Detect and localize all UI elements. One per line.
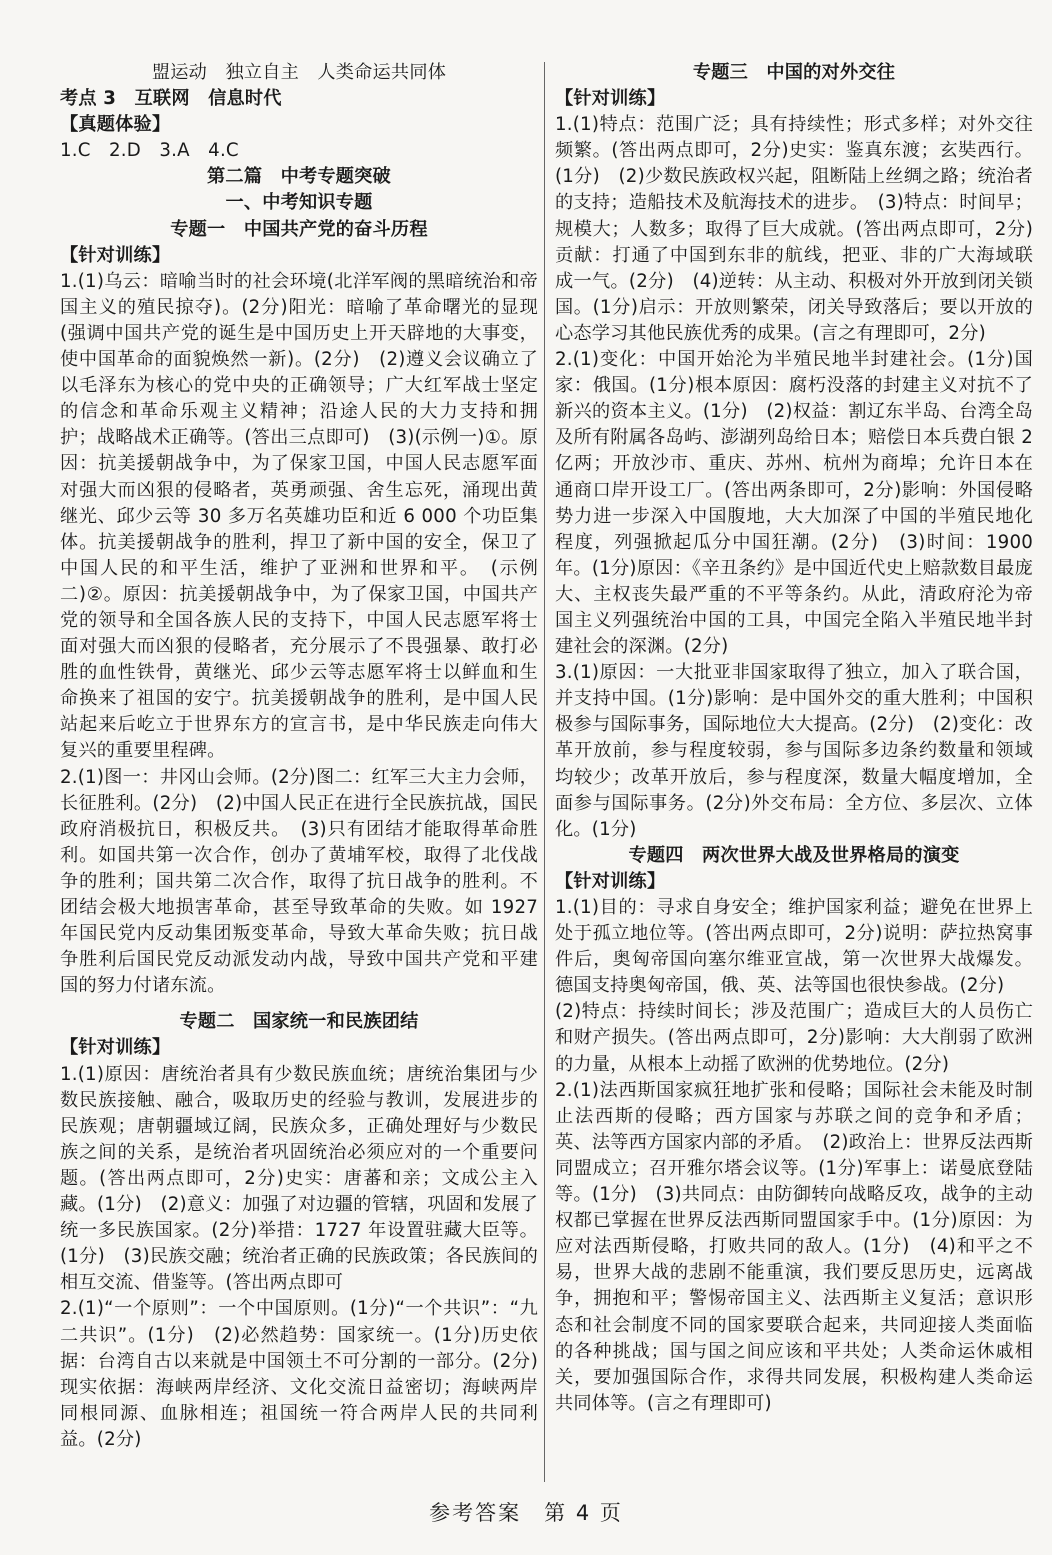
- answer-paragraph: 2.(1)变化：中国开始沦为半殖民地半封建社会。(1分)国家：俄国。(1分)根本原因：腐朽没落的封建主义对抗不了新兴的资本主义。(1分) (2)权益：割辽东半岛、台湾全岛及所有附属各岛屿、澎湖列岛给日本；赔偿日本兵费白银 2 亿两；开放沙市、重庆、苏州、杭州为商埠；允许日本在通商口岸开设工厂。(答出两条即可，2分)影响：外国侵略势力进一步深入中国腹地，大大加深了中国的半殖民地化程度，列强掀起瓜分中国狂潮。(2分) (3)时间：1900 年。(1分)原因：《辛丑条约》是中国近代史上赔款数目最庞大、主权丧失最严重的不平等条约。从此，清政府沦为帝国主义列强统治中国的工具，中国完全陷入半殖民地半封建社会的深渊。(2分): [555, 349, 1033, 658]
- section-label: 【真题体验】: [60, 114, 171, 136]
- heading: 一、中考知识专题: [225, 192, 373, 214]
- answer-paragraph: 3.(1)原因：一大批亚非国家取得了独立，加入了联合国，并支持中国。(1分)影响：是中国外交的重大胜利；中国积极参与国际事务，国际地位大大提高。(2分) (2)变化：改革开放前，参与程度较弱，参与国际多边条约数量和领域均较少；改革开放后，参与程度深，数量大幅度增加，全面参与国际事务。(2分)外交布局：全方位、多层次、立体化。(1分): [555, 662, 1033, 840]
- answer-paragraph: 考点 3 互联网 信息时代: [60, 88, 282, 110]
- answer-paragraph: 1.(1)目的：寻求自身安全；维护国家利益；避免在世界上处于孤立地位等。(答出两点即可，2分)说明：萨拉热窝事件后，奥匈帝国向塞尔维亚宣战，第一次世界大战爆发。德国支持奥匈帝国，俄、英、法等国也很快参战。(2分): [555, 897, 1033, 997]
- column-divider: [544, 62, 545, 1482]
- heading: 第二篇 中考专题突破: [207, 166, 391, 188]
- answer-paragraph: 1.(1)原因：唐统治者具有少数民族血统；唐统治集团与少数民族接触、融合，吸取历史的经验与教训，发展进步的民族观；唐朝疆域辽阔，民族众多，正确处理好与少数民族之间的关系，是统治者巩固统治必须应对的一个重要问题。(答出两点即可，2分)史实：唐蕃和亲；文成公主入藏。(1分) (2)意义：加强了对边疆的管辖，巩固和发展了统一多民族国家。(2分)举措：1727 年设置驻藏大臣等。(1分) (3)民族交融；统治者正确的民族政策；各民族间的相互交流、借鉴等。(答出两点即可: [60, 1063, 538, 1294]
- heading: 专题四 两次世界大战及世界格局的演变: [628, 844, 960, 866]
- heading: 专题二 国家统一和民族团结: [179, 1011, 419, 1033]
- right-column: [555, 60, 1033, 1417]
- answer-paragraph: (2)特点：持续时间长；涉及范围广；造成巨大的人员伤亡和财产损失。(答出两点即可，2分)影响：大大削弱了欧洲的力量，从根本上动摇了欧洲的优势地位。(2分): [555, 1001, 1033, 1075]
- page-footer: 参考答案 第 4 页: [429, 1501, 623, 1525]
- heading: 盟运动 独立自主 人类命运共同体: [151, 62, 447, 83]
- answer-paragraph: 2.(1)图一：井冈山会师。(2分)图二：红军三大主力会师，长征胜利。(2分) (2)中国人民正在进行全民族抗战，国民政府消极抗日，积极反共。 (3)只有团结才能取得革命胜利。如国共第一次合作，创办了黄埔军校，取得了北伐战争的胜利；国共第二次合作，取得了抗日战争的胜利。不团结会极大地损害革命，甚至导致革命的失败。如 1927 年国民党内反动集团叛变革命，导致大革命失败；抗日战争胜利后国民党反动派发动内战，导致中国共产党和平建国的努力付诸东流。: [60, 766, 538, 997]
- answer-paragraph: 1.C 2.D 3.A 4.C: [60, 140, 239, 162]
- heading: 专题三 中国的对外交往: [692, 62, 896, 83]
- answer-paragraph: 2.(1)法西斯国家疯狂地扩张和侵略；国际社会未能及时制止法西斯的侵略；西方国家与苏联之间的竞争和矛盾；英、法等西方国家内部的矛盾。 (2)政治上：世界反法西斯同盟成立；召开雅尔塔会议等。(1分)军事上：诺曼底登陆等。(1分) (3)共同点：由防御转向战略反攻，战争的主动权都已掌握在世界反法西斯同盟国家手中。(1分)原因：为应对法西斯侵略，打败共同的敌人。(1分) (4)和平之不易，世界大战的悲剧不能重演，我们要反思历史，远离战争，拥抱和平；警惕帝国主义、法西斯主义复活；意识形态和社会制度不同的国家要联合起来，共同迎接人类面临的各种挑战；国与国之间应该和平共处；人类命运休戚相关，要加强国际合作，求得共同发展，积极构建人类命运共同体等。(言之有理即可): [555, 1079, 1033, 1414]
- answer-paragraph: 1.(1)特点：范围广泛；具有持续性；形式多样；对外交往频繁。(答出两点即可，2分)史实：鉴真东渡；玄奘西行。(1分) (2)少数民族政权兴起，阻断陆上丝绸之路；统治者的支持；造船技术及航海技术的进步。 (3)特点：时间早；规模大；人数多；取得了巨大成就。(答出两点即可，2分)贡献：打通了中国到东非的航线，把亚、非的广大海域联成一气。(2分) (4)逆转：从主动、积极对外开放到闭关锁国。(1分)启示：开放则繁荣，闭关导致落后；要以开放的心态学习其他民族优秀的成果。(言之有理即可，2分): [555, 114, 1033, 344]
- section-label: 【针对训练】: [60, 1037, 171, 1059]
- section-label: 【针对训练】: [555, 870, 666, 892]
- answer-paragraph: 1.(1)乌云：暗喻当时的社会环境(北洋军阀的黑暗统治和帝国主义的殖民掠夺)。(2分)阳光：暗喻了革命曙光的显现(强调中国共产党的诞生是中国历史上开天辟地的大事变，使中国革命的面貌焕然一新)。(2分) (2)遵义会议确立了以毛泽东为核心的党中央的正确领导；广大红军战士坚定的信念和革命乐观主义精神；沿途人民的大力支持和拥护；战略战术正确等。(答出三点即可) (3)(示例一)①。原因：抗美援朝战争中，为了保家卫国，中国人民志愿军面对强大而凶狠的侵略者，英勇顽强、舍生忘死，涌现出黄继光、邱少云等 30 多万名英雄功臣和近 6 000 个功臣集体。抗美援朝战争的胜利，捍卫了新中国的安全，保卫了中国人民的和平生活，维护了亚洲和世界和平。 (示例二)②。原因：抗美援朝战争中，为了保家卫国，中国共产党的领导和全国各族人民的支持下，中国人民志愿军将士面对强大而凶狠的侵略者，充分展示了不畏强暴、敢打必胜的血性铁骨，黄继光、邱少云等志愿军将士以鲜血和生命换来了祖国的安宁。抗美援朝战争的胜利，是中国人民站起来后屹立于世界东方的宣言书，是中华民族走向伟大复兴的重要里程碑。: [60, 270, 538, 762]
- heading: 专题一 中国共产党的奋斗历程: [170, 218, 428, 240]
- answer-paragraph: 2.(1)“一个原则”：一个中国原则。(1分)“一个共识”：“九二共识”。(1分) (2)必然趋势：国家统一。(1分)历史依据：台湾自古以来就是中国领土不可分割的一部分。(2分)现实依据：海峡两岸经济、文化交流日益密切；海峡两岸同根同源、血脉相连；祖国统一符合两岸人民的共同利益。(2分): [60, 1298, 538, 1450]
- section-label: 【针对训练】: [60, 244, 171, 266]
- section-label: 【针对训练】: [555, 88, 666, 110]
- left-column: [60, 60, 538, 1453]
